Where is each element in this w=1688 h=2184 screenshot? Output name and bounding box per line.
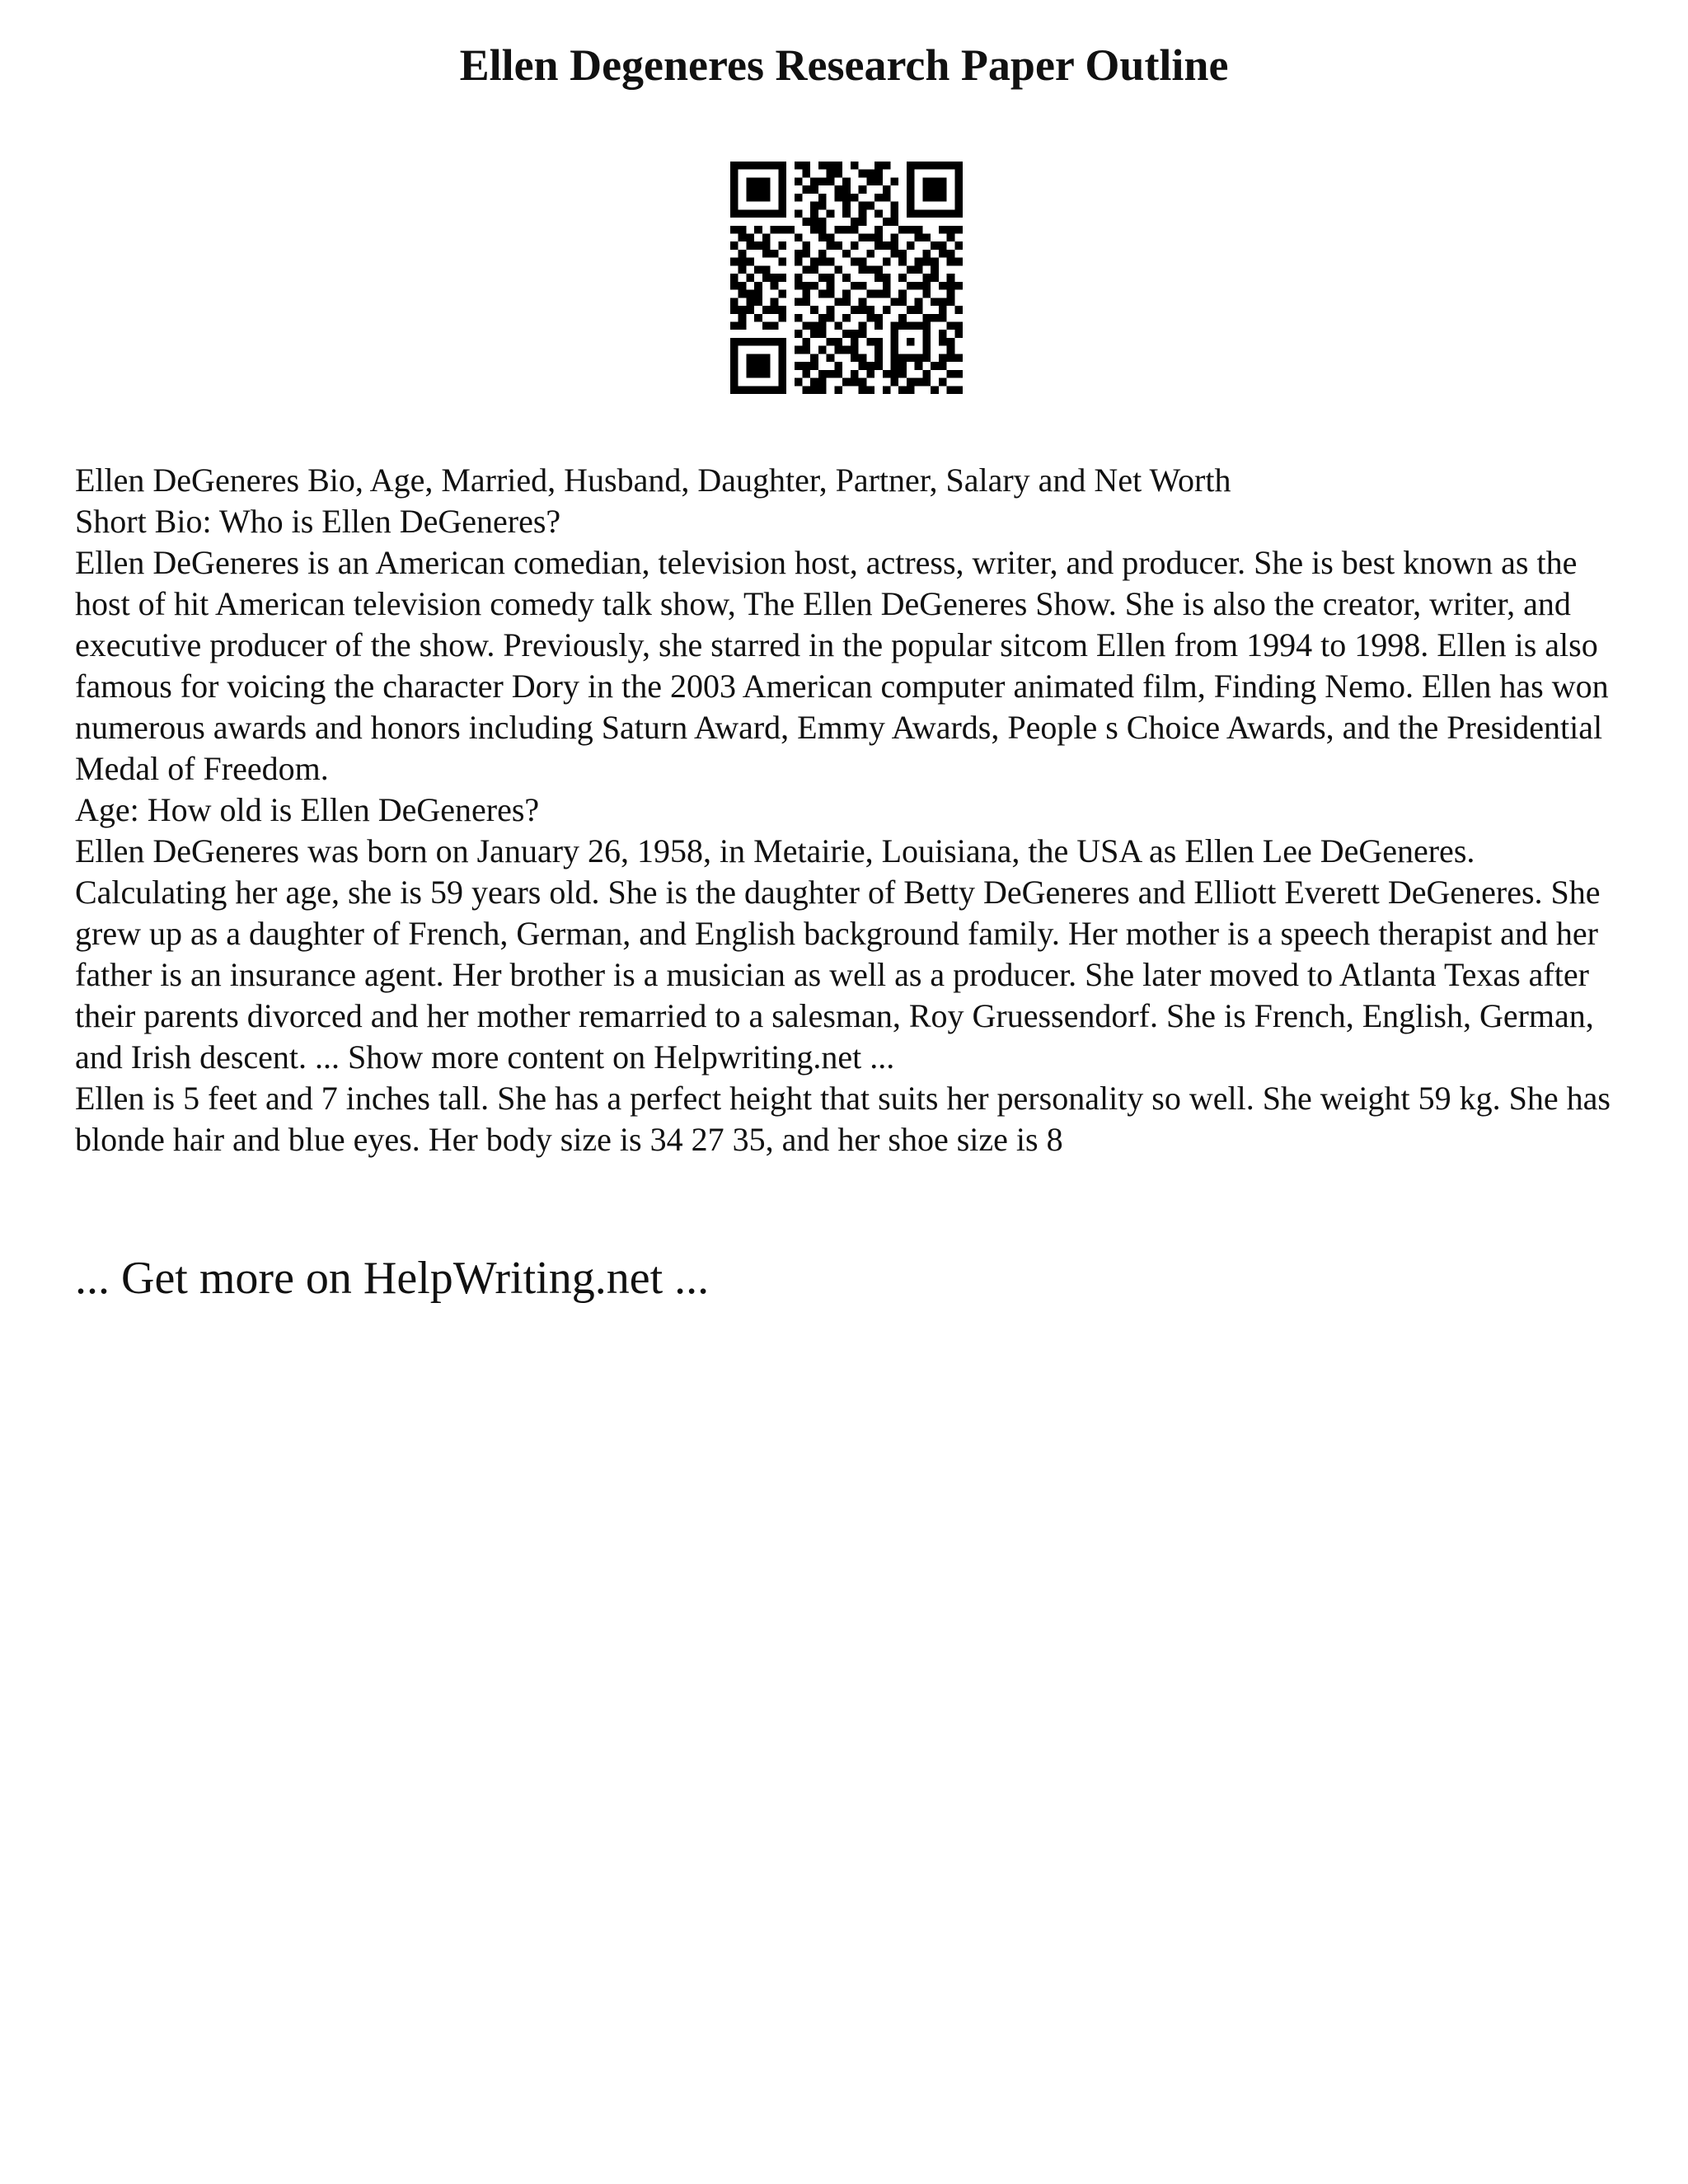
paragraph-short-bio-question: Short Bio: Who is Ellen DeGeneres? — [75, 503, 561, 540]
document-body — [75, 460, 1625, 1160]
get-more-link[interactable]: ... Get more on HelpWriting.net ... — [75, 1253, 710, 1304]
paragraph-height: Ellen is 5 feet and 7 inches tall. She has a perfect height that suits her personality so well. She weight 59 kg. She has blonde hair and blue eyes. Her body size is 34 27 35, and her shoe size is 8 — [75, 1080, 1611, 1158]
qr-code-icon — [730, 162, 963, 394]
paragraph-bio: Ellen DeGeneres is an American comedian, television host, actress, writer, and producer. She is best known as the host of hit American television comedy talk show, The Ellen DeGeneres Show. She is also the creator, writer, and executive producer of the show. Previously, she starred in the popular sitcom Ellen from 1994 to 1998. Ellen is also famous for voicing the character Dory in the 2003 American computer animated film, Finding Nemo. Ellen has won numerous awards and honors including Saturn Award, Emmy Awards, People s Choice Awards, and the Presidential Medal of Freedom. — [75, 544, 1609, 787]
page-title: Ellen Degeneres Research Paper Outline — [459, 40, 1229, 90]
paragraph-age-question: Age: How old is Ellen DeGeneres? — [75, 791, 540, 828]
paragraph-bio-heading: Ellen DeGeneres Bio, Age, Married, Husband, Daughter, Partner, Salary and Net Worth — [75, 462, 1231, 499]
paragraph-age: Ellen DeGeneres was born on January 26, 1958, in Metairie, Louisiana, the USA as Ellen Lee DeGeneres. Calculating her age, she is 59 years old. She is the daughter of Betty DeGeneres and Elliott Everett DeGeneres. She grew up as a daughter of French, German, and English background family. Her mother is a speech therapist and her father is an insurance agent. Her brother is a musician as well as a producer. She later moved to Atlanta Texas after their parents divorced and her mother remarried to a salesman, Roy Gruessendorf. She is French, English, German, and Irish descent. ... Show more content on Helpwriting.net ... — [75, 832, 1601, 1076]
